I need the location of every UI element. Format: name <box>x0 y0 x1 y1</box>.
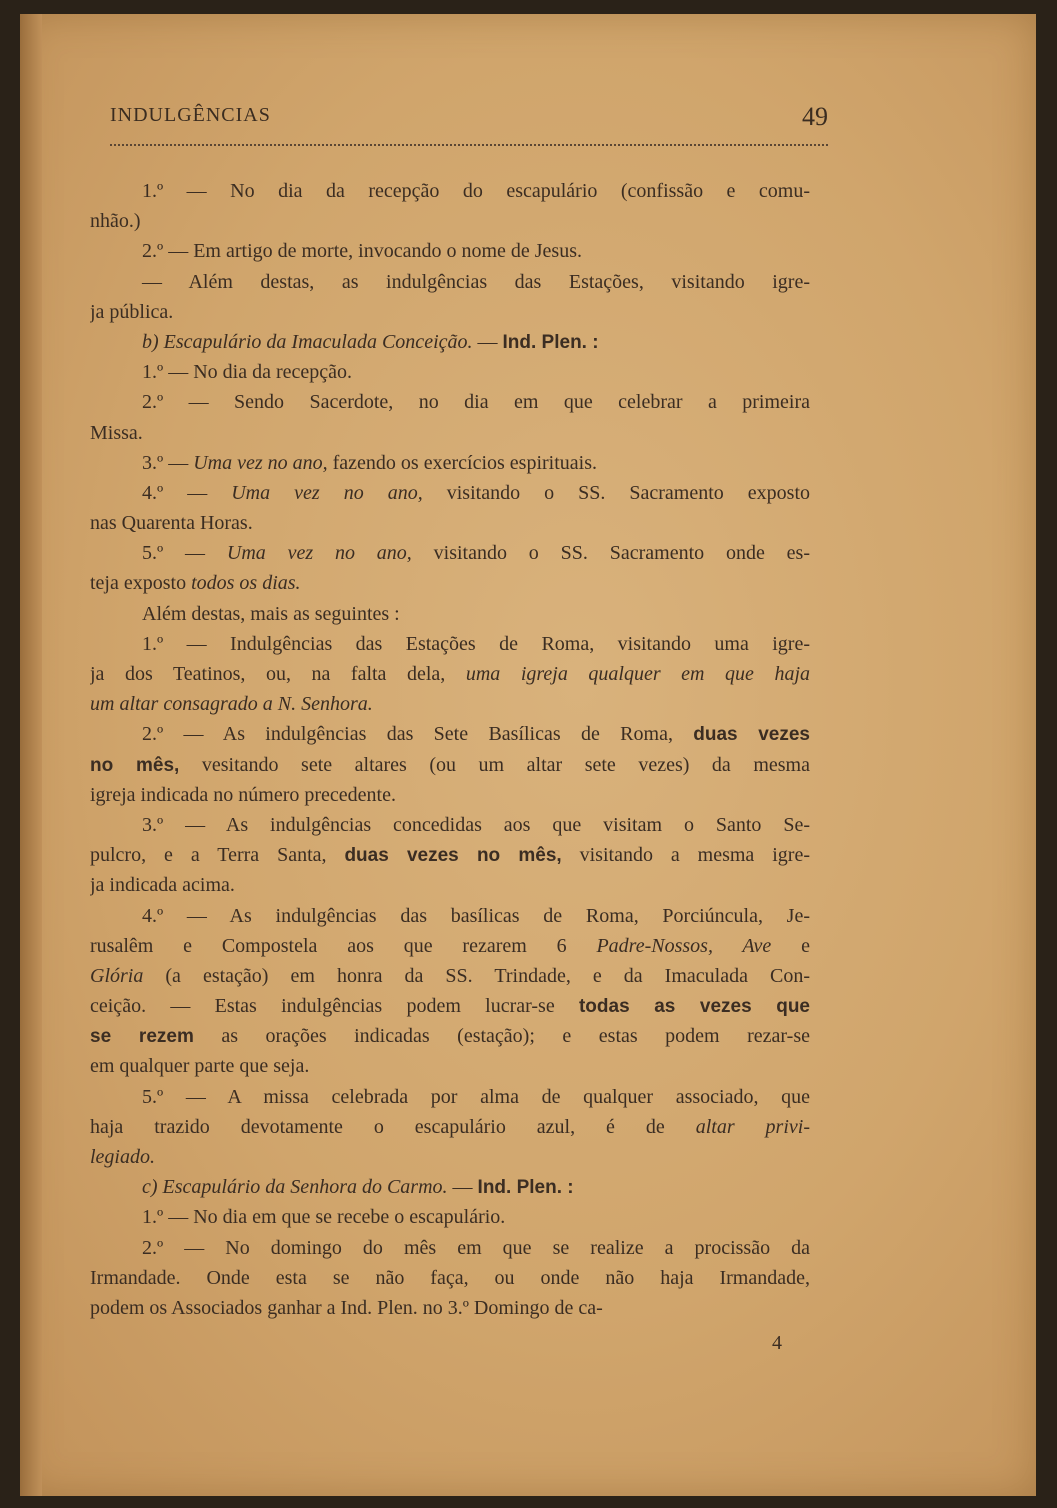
text-line <box>90 659 810 689</box>
text-segment: 2.º — As indulgências das Sete Basílicas de Roma, <box>142 723 694 746</box>
text-line <box>90 297 810 327</box>
signature-mark: 4 <box>772 1332 782 1354</box>
text-line <box>90 478 810 508</box>
text-line <box>90 1202 810 1232</box>
text-segment: 2.º — No domingo do mês em que se realize a procissão da <box>142 1236 810 1259</box>
text-line <box>90 1263 810 1293</box>
text-line <box>90 508 810 538</box>
text-segment: 4.º — As indulgências das basílicas de Roma, Porciúncula, Je- <box>142 904 810 927</box>
text-line <box>90 387 810 417</box>
text-line <box>90 176 810 206</box>
text-line <box>90 1112 810 1142</box>
italic-text: Uma vez no ano, <box>226 542 412 565</box>
text-line <box>90 689 810 719</box>
text-segment: igreja indicada no número precedente. <box>90 783 396 806</box>
text-line <box>90 206 810 236</box>
text-segment: Além destas, mais as seguintes : <box>142 602 400 625</box>
text-line <box>90 1051 810 1081</box>
text-line <box>90 870 810 900</box>
page-spine-shadow <box>20 14 42 1496</box>
text-segment: teja exposto <box>90 572 192 595</box>
text-segment: ja dos Teatinos, ou, na falta dela, <box>90 663 466 685</box>
italic-text: Uma vez no ano, <box>193 451 328 474</box>
text-segment: — Além destas, as indulgências das Estações, visitando igre- <box>142 270 810 293</box>
text-segment: 1.º — No dia da recepção. <box>142 361 352 384</box>
text-line <box>90 448 810 478</box>
bold-text: duas vezes no mês, <box>344 845 562 867</box>
text-line <box>90 629 810 659</box>
text-line <box>90 810 810 840</box>
text-line <box>90 236 810 266</box>
text-segment: nhão.) <box>90 210 141 233</box>
text-line <box>90 1082 810 1112</box>
bold-text: Ind. Plen. : <box>502 331 599 353</box>
text-segment: (a estação) em honra da SS. Trindade, e da Imaculada Con- <box>143 964 810 987</box>
italic-text: um altar consagrado a N. Senhora. <box>90 693 373 716</box>
text-line <box>90 568 810 598</box>
text-segment: 2.º — Sendo Sacerdote, no dia em que celebrar a primeira <box>142 391 810 414</box>
text-segment: — <box>447 1176 478 1199</box>
text-segment: 1.º — No dia em que se recebe o escapulário. <box>142 1206 506 1229</box>
running-head: INDULGÊNCIAS <box>110 104 271 126</box>
text-line <box>90 961 810 991</box>
text-line <box>90 357 810 387</box>
text-line <box>90 1293 810 1323</box>
text-line <box>90 1142 810 1172</box>
text-segment: — <box>472 330 503 353</box>
text-segment: fazendo os exercícios espirituais. <box>327 451 597 474</box>
italic-text: legiado. <box>90 1146 155 1168</box>
text-line <box>90 750 810 780</box>
text-segment: 1.º — Indulgências das Estações de Roma, visitando uma igre- <box>142 632 810 655</box>
italic-text: Glória <box>90 964 144 987</box>
text-line <box>90 267 810 297</box>
text-line <box>90 780 810 810</box>
text-segment: 1.º — No dia da recepção do escapulário (confissão e comu- <box>142 180 810 202</box>
text-line <box>90 931 810 961</box>
text-line <box>90 719 810 749</box>
text-line <box>90 327 810 357</box>
text-segment: e <box>771 934 810 957</box>
text-segment: haja trazido devotamente o escapulário azul, é de <box>90 1115 696 1138</box>
text-segment: 3.º — As indulgências concedidas aos que visitam o Santo Se- <box>142 813 810 836</box>
italic-text: Uma vez no ano, <box>231 481 423 504</box>
text-segment: 3.º — <box>142 451 194 474</box>
text-line <box>90 991 810 1021</box>
italic-text: Padre-Nossos, Ave <box>596 934 772 957</box>
text-segment: ja pública. <box>90 300 174 323</box>
text-segment: vesitando sete altares (ou um altar sete vezes) da mesma <box>179 753 810 776</box>
text-line <box>90 1233 810 1263</box>
text-line <box>90 599 810 629</box>
text-segment: visitando a mesma igre- <box>561 844 810 867</box>
text-segment: as orações indicadas (estação); e estas podem rezar-se <box>193 1025 810 1048</box>
italic-text: altar privi- <box>695 1115 810 1138</box>
text-line <box>90 840 810 870</box>
bold-text: Ind. Plen. : <box>477 1177 574 1199</box>
text-segment: rusalêm e Compostela aos que rezarem 6 <box>90 934 597 957</box>
text-segment: 2.º — Em artigo de morte, invocando o nome de Jesus. <box>142 240 582 263</box>
text-segment: Missa. <box>90 421 143 444</box>
text-line <box>90 1021 810 1051</box>
text-line <box>90 418 810 448</box>
text-segment: nas Quarenta Horas. <box>90 512 253 535</box>
text-line <box>90 1172 810 1202</box>
text-segment: em qualquer parte que seja. <box>90 1055 310 1078</box>
text-segment: 5.º — A missa celebrada por alma de qualquer associado, que <box>142 1085 810 1108</box>
page-number: 49 <box>802 102 828 131</box>
text-segment: Irmandade. Onde esta se não faça, ou onde não haja Irmandade, <box>90 1266 810 1289</box>
text-line <box>90 538 810 568</box>
italic-text: b) Escapulário da Imaculada Conceição. <box>142 330 473 353</box>
italic-text: todos os dias. <box>191 572 301 595</box>
text-segment: ja indicada acima. <box>90 874 235 897</box>
italic-text: uma igreja qualquer em que haja <box>465 663 810 685</box>
text-segment: ceição. — Estas indulgências podem lucrar-se <box>90 995 579 1018</box>
bold-text: duas vezes <box>693 724 810 746</box>
text-line <box>90 901 810 931</box>
text-segment: pulcro, e a Terra Santa, <box>90 844 345 867</box>
text-segment: 5.º — <box>142 542 227 565</box>
bold-text: se rezem <box>90 1026 194 1048</box>
body-text <box>90 176 810 1323</box>
page-header <box>110 102 828 148</box>
bold-text: todas as vezes que <box>578 996 810 1018</box>
bold-text: no mês, <box>90 754 180 776</box>
header-dotted-rule <box>110 144 828 146</box>
italic-text: c) Escapulário da Senhora do Carmo. <box>142 1176 448 1199</box>
text-segment: podem os Associados ganhar a Ind. Plen. no 3.º Domingo de ca- <box>90 1296 603 1319</box>
text-segment: visitando o SS. Sacramento onde es- <box>411 542 810 565</box>
text-segment: visitando o SS. Sacramento exposto <box>422 481 810 504</box>
text-segment: 4.º — <box>142 481 232 504</box>
